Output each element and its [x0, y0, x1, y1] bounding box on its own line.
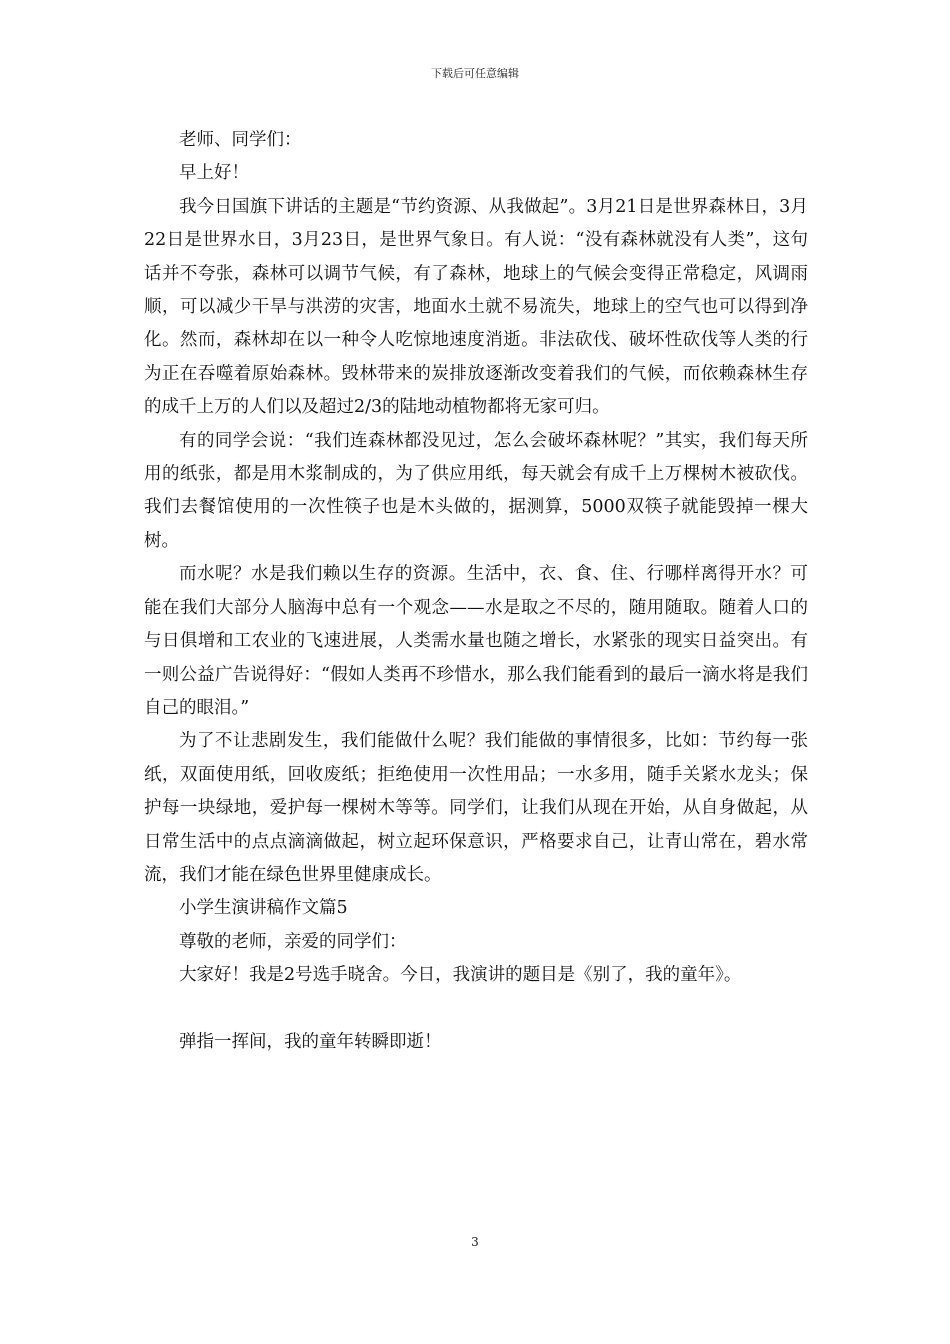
body-paragraph: 而水呢？水是我们赖以生存的资源。生活中，衣、食、住、行哪样离得开水？可能在我们大部分人脑海中总有一个观念——水是取之不尽的，随用随取。随着人口的与日俱增和工农业的飞速进展，人类需水量也随之增长，水紧张的现实日益突出。有一则公益广告说得好：“假如人类再不珍惜水，那么我们能看到的最后一滴水将是我们自己的眼泪。”: [144, 564, 808, 718]
body-paragraph: 我今日国旗下讲话的主题是“节约资源、从我做起”。3月21日是世界森林日，3月22日是世界水日，3月23日，是世界气象日。有人说：“没有森林就没有人类”，这句话并不夸张，森林可以调节气候，有了森林，地球上的气候会变得正常稳定，风调雨顺，可以减少干旱与洪涝的灾害，地面水土就不易流失，地球上的空气也可以得到净化。然而，森林却在以一种令人吃惊地速度消逝。非法砍伐、破坏性砍伐等人类的行为正在吞噬着原始森林。毁林带来的炭排放逐渐改变着我们的气候，而依赖森林生存的成千上万的人们以及超过2/3的陆地动植物都将无家可归。: [144, 196, 808, 418]
body-paragraph: 弹指一挥间，我的童年转瞬即逝！: [179, 1031, 442, 1052]
page-header: 下载后可任意编辑: [431, 67, 519, 80]
body-paragraph: 有的同学会说：“我们连森林都没见过，怎么会破坏森林呢？”其实，我们每天所用的纸张，都是用木浆制成的，为了供应用纸，每天就会有成千上万棵树木被砍伐。我们去餐馆使用的一次性筷子也是木头做的，据测算，5000双筷子就能毁掉一棵大树。: [144, 430, 808, 551]
greeting-paragraph: 老师、同学们：: [179, 130, 302, 150]
section-heading: 小学生演讲稿作文篇5: [179, 898, 348, 919]
page-number: 3: [471, 1235, 479, 1249]
greeting-paragraph: 早上好！: [179, 163, 249, 184]
document-body: [144, 124, 808, 1059]
greeting-paragraph: 尊敬的老师，亲爱的同学们：: [179, 931, 407, 952]
body-paragraph: 为了不让悲剧发生，我们能做什么呢？我们能做的事情很多，比如：节约每一张纸，双面使用纸，回收废纸；拒绝使用一次性用品；一水多用，随手关紧水龙头；保护每一块绿地，爱护每一棵树木等等。同学们，让我们从现在开始，从自身做起，从日常生活中的点点滴滴做起，树立起环保意识，严格要求自己，让青山常在，碧水常流，我们才能在绿色世界里健康成长。: [144, 731, 808, 885]
body-paragraph: 大家好！我是2号选手晓舍。今日，我演讲的题目是《别了，我的童年》。: [179, 965, 742, 986]
